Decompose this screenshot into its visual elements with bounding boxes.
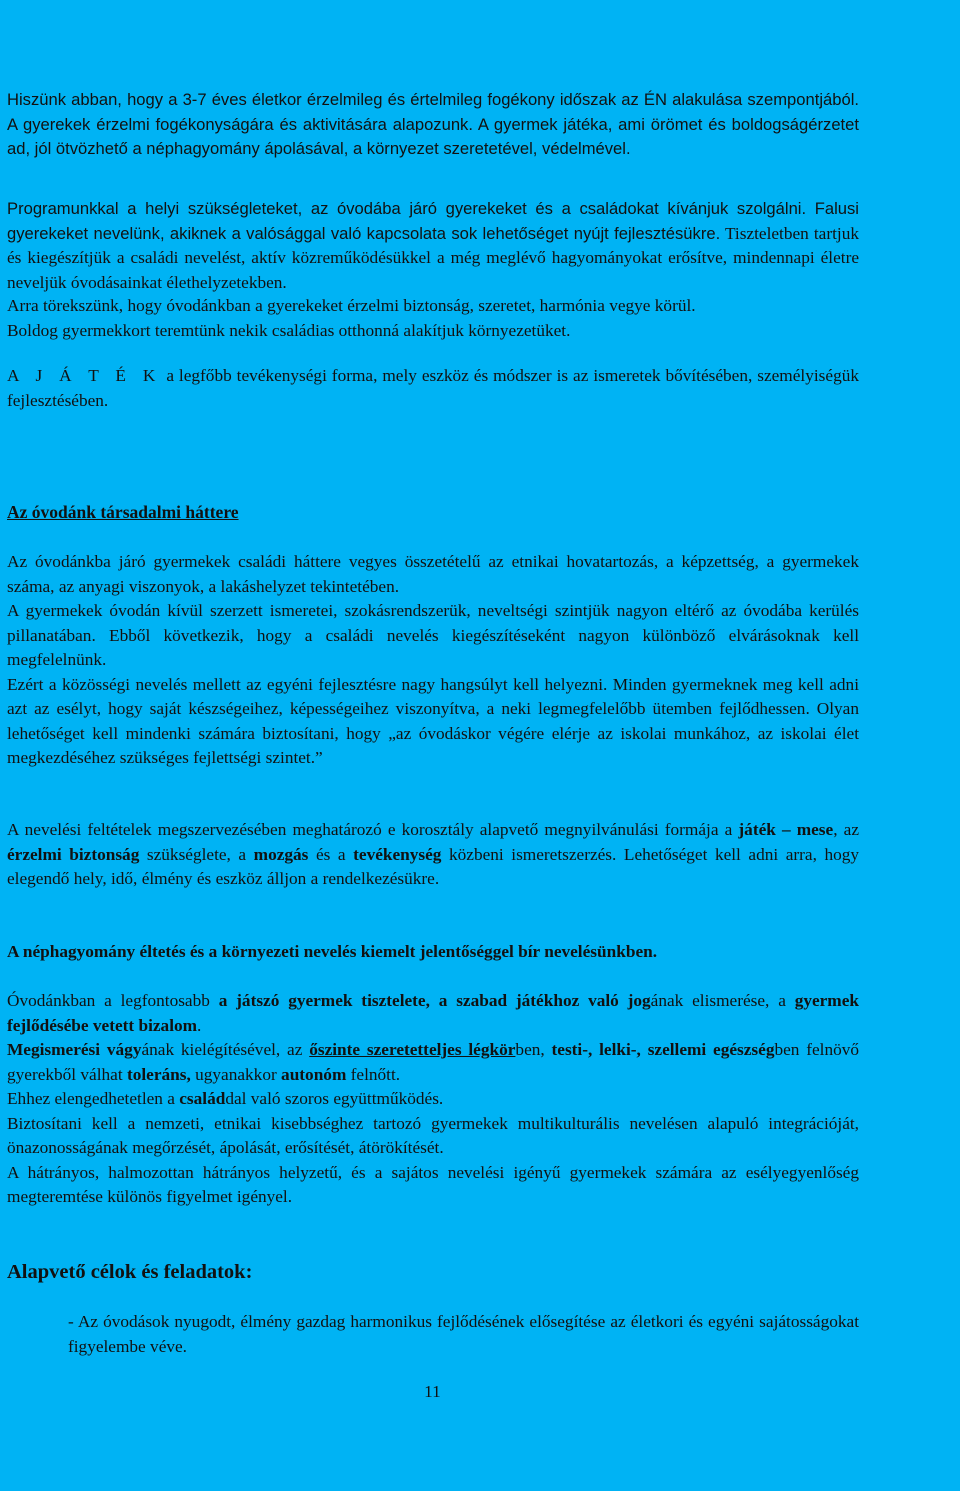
intro-paragraph-1: Hiszünk abban, hogy a 3-7 éves életkor érzelmileg és értelmileg fogékony időszak az ÉN alakulása szempontjából. A gyerekek érzelmi fogékonyságára és aktivitására alapozunk. A gyermek játéka, ami örömet és boldogságérzetet ad, jól ötvözhető a néphagyomány ápolásával, a környezet szeretetével, védelmével.: [7, 90, 859, 158]
intro-text-respect: Tiszteletben tartjuk és kiegészítjük a családi nevelést, aktív közreműködésükkel a még meglévő hagyományokat erősítve, mindennapi életre neveljük óvodásainkat élethelyzetekben.: [7, 223, 859, 292]
game-text: a legfőbb tevékenységi forma, mely eszköz és módszer is az ismeretek bővítésében, személyiségük fejlesztésében.: [7, 366, 859, 410]
game-word: A J Á T É K: [7, 366, 162, 385]
goals-list-item: - Az óvodások nyugodt, élmény gazdag harmonikus fejlődésének elősegítése az életkori és egyéni sajátosságokat figyelembe véve.: [68, 1312, 859, 1356]
section-heading-social-background: Az óvodánk társadalmi háttere: [7, 502, 239, 522]
page-number: 11: [424, 1382, 441, 1401]
intro-paragraph-2: [7, 197, 859, 295]
social-background-text: Az óvodánkba járó gyermekek családi háttere vegyes összetételű az etnikai hovatartozás, a képzettség, a gyermekek száma, az anyagi viszonyok, a lakáshelyzet tekintetében. A gyermekek óvodán kívül szerzett ismeretei, szokásrendszerük, neveltségi szintjük nagyon eltérő az óvodába kerülés pillanatában. Ebből következik, hogy a családi nevelés kiegészítéseként nagyon különböző elvárásoknak kell megfelelnünk. Ezért a közösségi nevelés mellett az egyéni fejlesztésre nagy hangsúlyt kell helyezni. Minden gyermeknek meg kell adni azt az esélyt, hogy saját készségeihez, képességeihez viszonyítva, a neki legmegfelelőbb ütemben fejlődhessen. Olyan lehetőséget kell mindenki számára biztosítani, hogy „az óvodáskor végére elérje az iskolai munkához, az iskolai élet megkezdéséhez szükséges fejlettségi szintet.”: [7, 552, 859, 767]
intro-paragraph-3: Arra törekszünk, hogy óvodánkban a gyerekeket érzelmi biztonság, szeretet, harmónia vegye körül. Boldog gyermekkort teremtünk nekik családias otthonná alakítjuk környezetüket.: [7, 296, 696, 340]
intro-game-paragraph: [7, 364, 859, 413]
conditions-paragraph: A nevelési feltételek megszervezésében meghatározó e korosztály alapvető megnyilvánulási formája a játék – mese, az érzelmi biztonság szükséglete, a mozgás és a tevékenység közbeni ismeretszerzés. Lehetőséget kell adni arra, hogy elegendő hely, idő, élmény és eszköz álljon a rendelkezésükre.: [7, 820, 860, 888]
intro-text-program: Programunkkal a helyi szükségleteket, az óvodába járó gyerekeket és a családokat kívánjuk szolgálni. Falusi gyerekeket nevelünk, akiknek a valósággal való kapcsolata sok lehetőséget nyújt fejlesztésükre.: [7, 199, 859, 243]
values-paragraphs: Óvodánkban a legfontosabb a játszó gyermek tisztelete, a szabad játékhoz való jogának elismerése, a gyermek fejlődésébe vetett bizalom. Megismerési vágyának kielégítésével, az őszinte szeretetteljes légkörben, testi-, lelki-, szellemi egészségben felnövő gyerekből válhat toleráns, ugyanakkor autonóm felnőtt. Ehhez elengedhetetlen a családdal való szoros együttműködés. Biztosítani kell a nemzeti, etnikai kisebbséghez tartozó gyermekek multikulturális nevelésen alapuló integrációját, önazonosságának megőrzését, ápolását, erősítését, átörökítését. A hátrányos, halmozottan hátrányos helyzetű, és a sajátos nevelési igényű gyermekek számára az esélyegyenlőség megteremtése különös figyelmet igényel.: [7, 991, 860, 1206]
section-heading-goals: Alapvető célok és feladatok:: [7, 1261, 253, 1283]
tradition-statement: A néphagyomány éltetés és a környezeti nevelés kiemelt jelentőséggel bír nevelésünkben.: [7, 942, 658, 961]
